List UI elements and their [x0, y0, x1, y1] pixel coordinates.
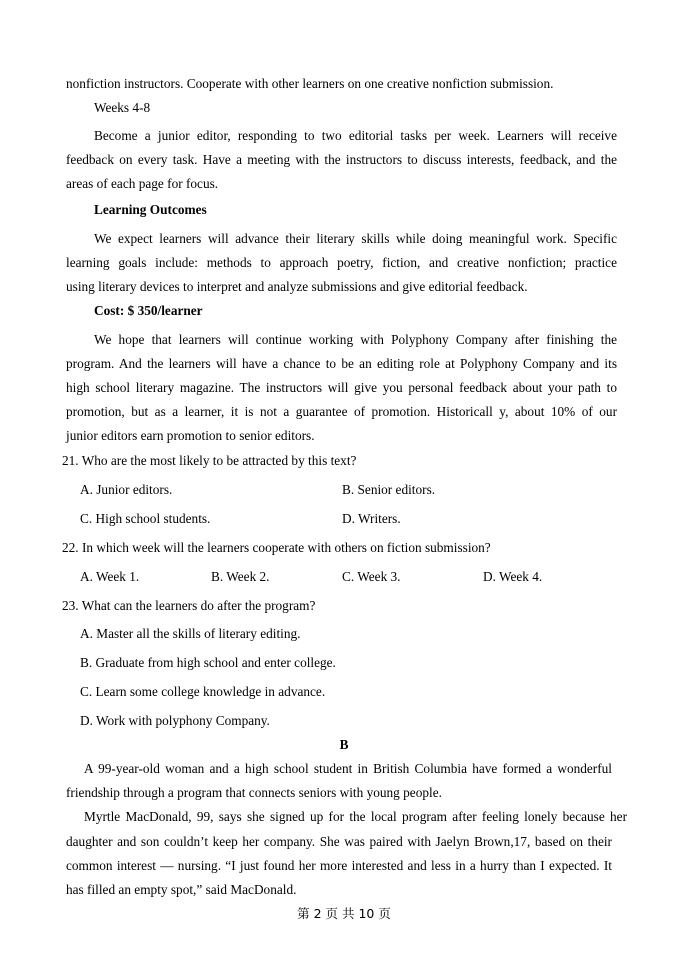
section-subheading: Weeks 4-8 [94, 100, 151, 115]
text-line: high school literary magazine. The instructors will give you personal feedback about your path to [66, 380, 617, 395]
question-stem: 21. Who are the most likely to be attracted by this text? [62, 453, 357, 468]
passage-heading: B [339, 737, 349, 752]
text-line: areas of each page for focus. [66, 176, 219, 191]
text-line: Become a junior editor, responding to two editorial tasks per week. Learners will receive [94, 128, 617, 143]
answer-option: D. Work with polyphony Company. [80, 713, 270, 728]
text-line: has filled an empty spot,” said MacDonald. [66, 882, 297, 897]
text-line: feedback on every task. Have a meeting with the instructors to discuss interests, feedback, and the [66, 152, 617, 167]
answer-option: B. Graduate from high school and enter college. [80, 655, 336, 670]
text-line: common interest — nursing. “I just found her more interested and less in a hurry than I expected. It [66, 858, 612, 873]
answer-option: B. Senior editors. [342, 482, 436, 497]
answer-option: A. Master all the skills of literary editing. [80, 626, 301, 641]
text-line: nonfiction instructors. Cooperate with other learners on one creative nonfiction submission. [66, 76, 554, 91]
text-line: daughter and son couldn’t keep her company. She was paired with Jaelyn Brown,17, based on their [66, 834, 612, 849]
text-line: learning goals include: methods to approach poetry, fiction, and creative nonfiction; practice [66, 255, 617, 270]
answer-option: C. Learn some college knowledge in advance. [80, 684, 326, 699]
text-line: We expect learners will advance their literary skills while doing meaningful work. Specific [94, 231, 617, 246]
text-line: Myrtle MacDonald, 99, says she signed up for the local program after feeling lonely because her [84, 809, 627, 824]
answer-option: C. Week 3. [342, 569, 401, 584]
answer-option: B. Week 2. [211, 569, 270, 584]
answer-option: D. Week 4. [483, 569, 543, 584]
question-stem: 22. In which week will the learners cooperate with others on fiction submission? [62, 540, 491, 555]
answer-option: C. High school students. [80, 511, 211, 526]
text-line: junior editors earn promotion to senior editors. [66, 428, 315, 443]
text-line: using literary devices to interpret and analyze submissions and give editorial feedback. [66, 279, 528, 294]
text-line: friendship through a program that connects seniors with young people. [66, 785, 442, 800]
text-line: A 99-year-old woman and a high school student in British Columbia have formed a wonderful [84, 761, 612, 776]
text-line: program. And the learners will have a chance to be an editing role at Polyphony Company and its [66, 356, 617, 371]
text-line: promotion, but as a learner, it is not a guarantee of promotion. Historicall y, about 10% of our [66, 404, 617, 419]
page-number: 第 2 页 共 10 页 [297, 906, 391, 921]
answer-option: A. Week 1. [80, 569, 140, 584]
answer-option: D. Writers. [342, 511, 401, 526]
text-line: We hope that learners will continue working with Polyphony Company after finishing the [94, 332, 617, 347]
answer-option: A. Junior editors. [80, 482, 173, 497]
question-stem: 23. What can the learners do after the program? [62, 598, 316, 613]
section-heading: Cost: $ 350/learner [94, 303, 203, 318]
section-heading: Learning Outcomes [94, 202, 207, 217]
